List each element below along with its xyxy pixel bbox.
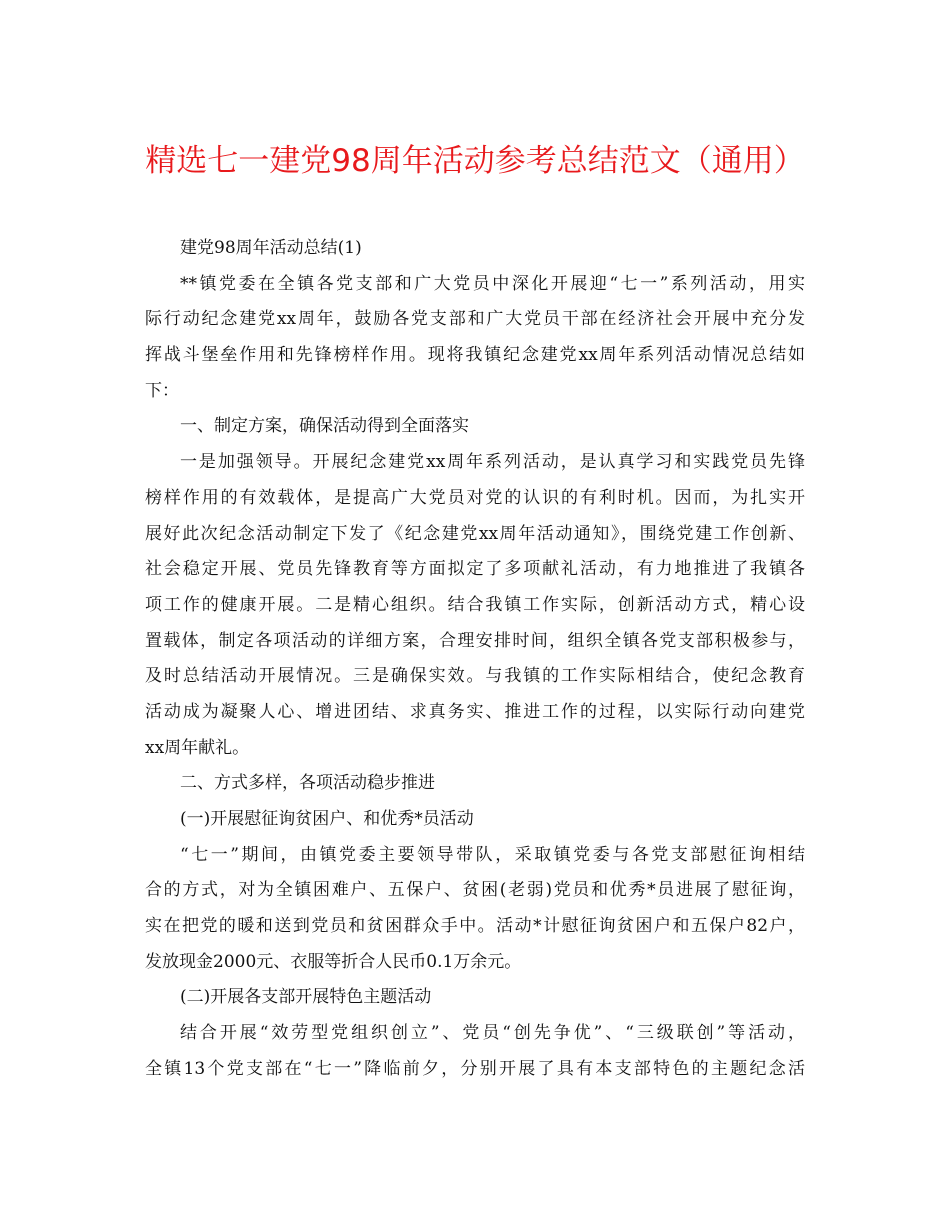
text-line: 二、方式多样，各项活动稳步推进	[180, 773, 435, 794]
text-line: 项工作的健康开展。二是精心组织。结合我镇工作实际，创新活动方式，精心设	[145, 594, 805, 615]
text-line: 榜样作用的有效载体，是提高广大党员对党的认识的有利时机。因而，为扎实开	[145, 487, 805, 508]
text-line: 全镇13个党支部在“七一”降临前夕，分别开展了具有本支部特色的主题纪念活	[145, 1058, 805, 1079]
text-line: (一)开展慰征询贫困户、和优秀*员活动	[180, 809, 474, 829]
text-line: **镇党委在全镇各党支部和广大党员中深化开展迎“七一”系列活动，用实	[180, 273, 805, 294]
text-line: 一是加强领导。开展纪念建党xx周年系列活动，是认真学习和实践党员先锋	[180, 452, 805, 473]
text-line: 一、制定方案，确保活动得到全面落实	[180, 416, 469, 437]
text-line: 实在把党的暖和送到党员和贫困群众手中。活动*计慰征询贫困户和五保户82户，	[145, 916, 805, 937]
text-line: 下：	[145, 380, 179, 401]
text-line: “七一”期间，由镇党委主要领导带队，采取镇党委与各党支部慰征询相结	[180, 844, 805, 865]
text-line: 挥战斗堡垒作用和先锋榜样作用。现将我镇纪念建党xx周年系列活动情况总结如	[145, 345, 805, 366]
text-line: 活动成为凝聚人心、增进团结、求真务实、推进工作的过程，以实际行动向建党	[145, 701, 805, 722]
text-line: 合的方式，对为全镇困难户、五保户、贫困(老弱)党员和优秀*员进展了慰征询，	[145, 880, 805, 901]
text-line: 发放现金2000元、衣服等折合人民币0.1万余元。	[145, 951, 522, 972]
document-body	[145, 231, 805, 1088]
text-line: (二)开展各支部开展特色主题活动	[180, 987, 432, 1008]
document-title: 精选七一建党98周年活动参考总结范文（通用）	[145, 143, 805, 179]
text-line: 建党98周年活动总结(1)	[180, 238, 362, 258]
text-line: 社会稳定开展、党员先锋教育等方面拟定了多项献礼活动，有力地推进了我镇各	[145, 559, 805, 580]
text-line: 置载体，制定各项活动的详细方案，合理安排时间，组织全镇各党支部积极参与，	[145, 630, 805, 651]
text-line: 展好此次纪念活动制定下发了《纪念建党xx周年活动通知》，围绕党建工作创新、	[145, 523, 805, 544]
text-line: 结合开展“效劳型党组织创立”、党员“创先争优”、“三级联创”等活动，	[180, 1023, 805, 1044]
text-line: xx周年献礼。	[145, 737, 250, 758]
text-line: 际行动纪念建党xx周年，鼓励各党支部和广大党员干部在经济社会开展中充分发	[145, 309, 805, 330]
text-line: 及时总结活动开展情况。三是确保实效。与我镇的工作实际相结合，使纪念教育	[145, 666, 805, 687]
